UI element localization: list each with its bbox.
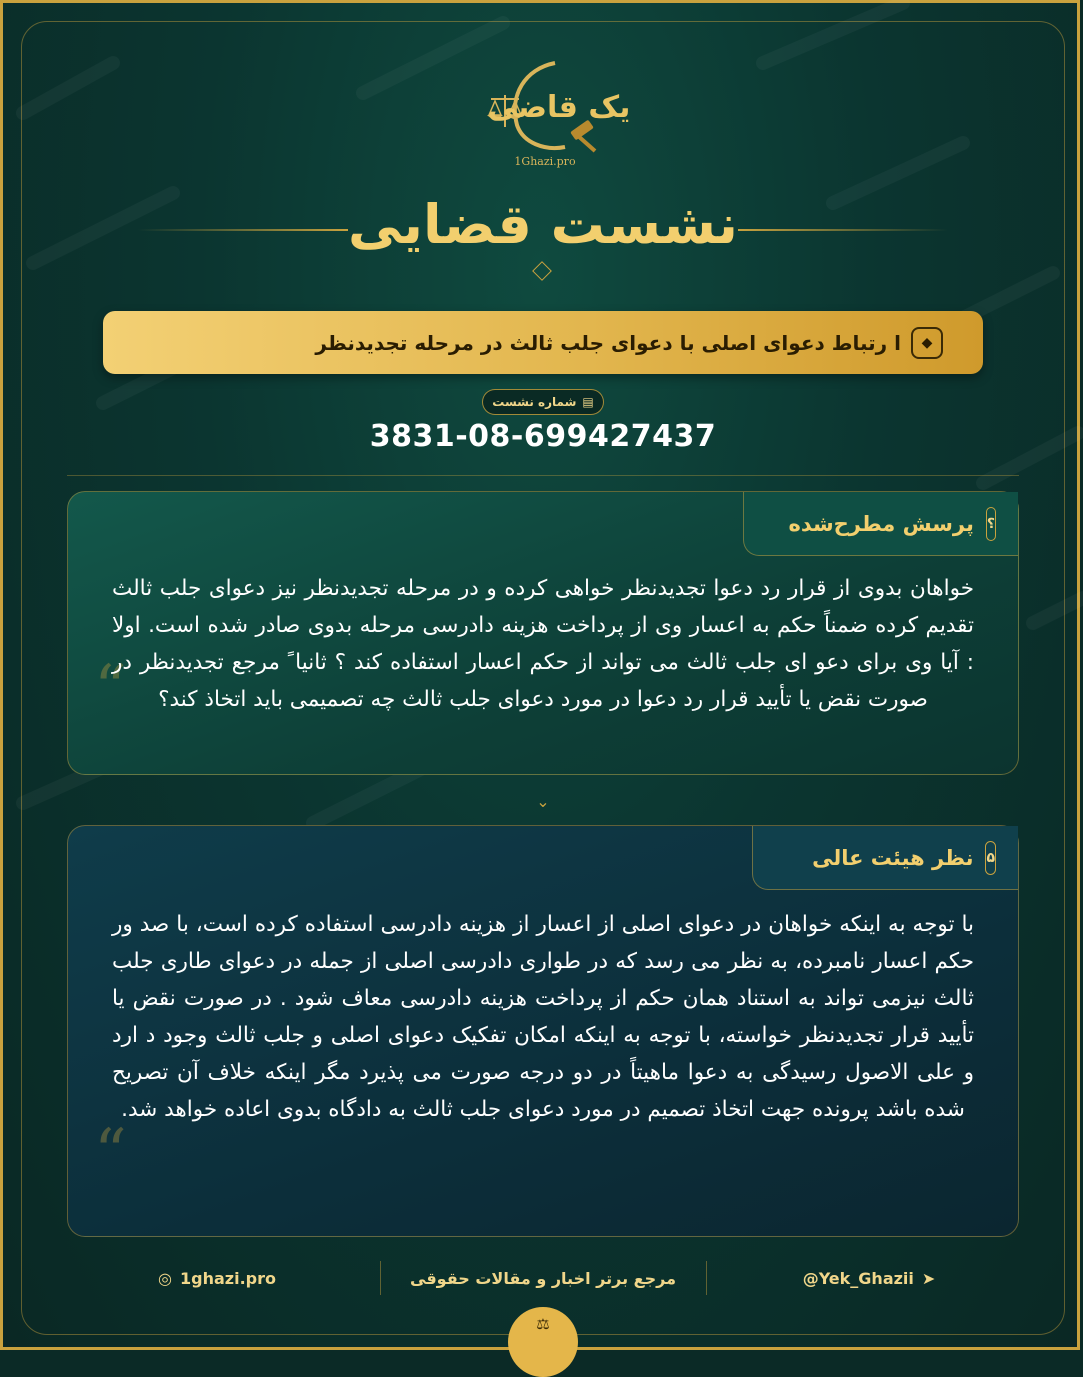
website-link[interactable] <box>67 1259 367 1297</box>
globe-icon: ◎ <box>158 1268 172 1288</box>
footer-separator <box>706 1261 707 1295</box>
answer-card <box>67 825 1019 1237</box>
answer-text: با توجه به اینکه خواهان در دعوای اصلی از اعسار از هزینه دادرسی استفاده کرده است، با صد ور حکم اعسار نامبرده، به نظر می رسد که در طواری دادرسی اصلی از جمله در دعوای طاری جلب ثالث نیزمی تواند به استناد همان حکم از پرداخت هزینه دادرسی معاف شود . در صورت نقض یا تأیید قرار تجدیدنظر خواسته، با توجه به اینکه امکان تفکیک دعوای اصلی و جلب ثالث وجود د ارد و علی الاصول رسیدگی به دعوا ماهیتاً در دو درجه صورت می پذیرد مگر اینکه خلاف آن تصریح شده باشد پرونده جهت اتخاذ تصمیم در مورد دعوای جلب ثالث به دادگاه بدوی اعاده خواهد شد. <box>112 912 974 1122</box>
footer-separator <box>380 1261 381 1295</box>
title-row <box>138 193 948 268</box>
diamond-icon: ◆ <box>911 327 943 359</box>
quote-icon: “ <box>94 652 127 726</box>
page-title: نشست قضایی <box>348 193 738 256</box>
footer <box>67 1259 1019 1297</box>
telegram-link[interactable] <box>719 1259 1019 1297</box>
answer-card-header <box>752 826 1018 890</box>
brand-logo <box>485 55 631 175</box>
title-line-right <box>738 229 948 231</box>
scales-icon: ⚖ <box>508 1307 578 1377</box>
session-number-badge <box>482 389 604 415</box>
session-number: 3831-08-699427437 <box>369 419 717 454</box>
topic-banner <box>103 311 983 374</box>
question-label: پرسش مطرح‌شده <box>788 511 974 536</box>
question-text: خواهان بدوی از قرار رد دعوا تجدیدنظر خواهی کرده و در مرحله تجدیدنظر نیز دعوای جلب ثالث تقدیم کرده ضمناً حکم به اعسار وی از پرداخت هزینه دادرسی مرحله بدوی صادر شده است. اولا : آیا وی برای دعو ای جلب ثالث می تواند از حکم اعسار استفاده کند ؟ ثانیا ً مرجع تجدیدنظر در صورت نقض یا تأیید قرار رد دعوا در مورد دعوای جلب ثالث چه تصمیمی باید اتخاذ کند؟ <box>112 576 974 712</box>
svg-text:یک قاضی: یک قاضی <box>487 90 631 125</box>
pentagon-icon: ۵ <box>985 841 996 875</box>
quote-icon: “ <box>94 1116 127 1190</box>
question-card-header <box>743 492 1018 556</box>
topic-text: ا رتباط دعوای اصلی با دعوای جلب ثالث در مرحله تجدیدنظر <box>315 330 901 355</box>
session-badge-label: شماره نشست <box>492 395 577 409</box>
chevron-down-icon: ⌄ <box>536 792 550 811</box>
telegram-icon: ➤ <box>921 1268 936 1288</box>
telegram-handle: @Yek_Ghazii <box>802 1268 914 1288</box>
title-line-left <box>138 229 348 231</box>
scales-gavel-icon <box>485 55 631 155</box>
footer-tagline: مرجع برتر اخبار و مقالات حقوقی <box>410 1268 676 1288</box>
answer-label: نظر هیئت عالی <box>812 845 974 870</box>
logo-site-text: 1Ghazi.pro <box>514 155 576 168</box>
website-text: 1ghazi.pro <box>180 1268 276 1288</box>
question-mark-icon: ؟ <box>986 507 996 541</box>
question-card <box>67 491 1019 775</box>
document-icon: ▤ <box>582 395 594 409</box>
divider <box>67 475 1019 476</box>
